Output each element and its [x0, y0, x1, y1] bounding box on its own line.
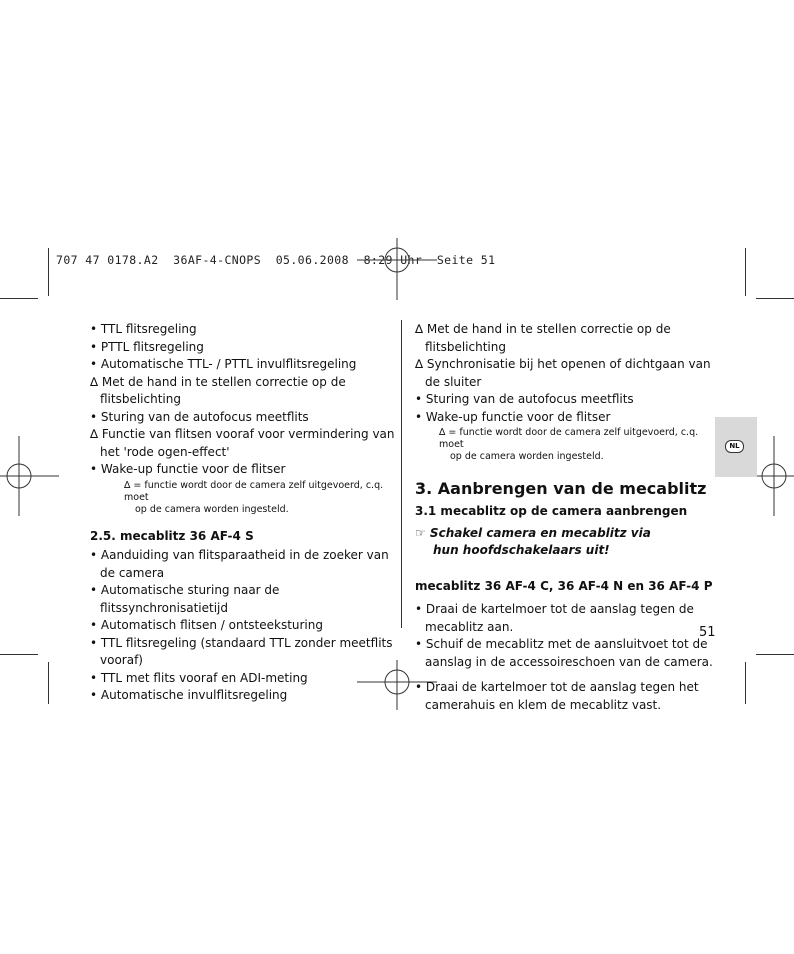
footnote: ∆ = functie wordt door de camera zelf uitgevoerd, c.q. moet op de camera worden ingesteld. [124, 479, 384, 515]
list-item: ∆ Met de hand in te stellen correctie op de flitsbelichting [415, 322, 671, 354]
list-item: • Schuif de mecablitz met de aansluitvoet tot de aanslag in de accessoireschoen van de camera. [415, 637, 713, 669]
registration-mark-top [357, 220, 437, 300]
list-item: • Automatische sturing naar de flitssynchronisatietijd [90, 583, 280, 615]
crop-mark [745, 662, 746, 704]
footnote: ∆ = functie wordt door de camera zelf uitgevoerd, c.q. moet op de camera worden ingesteld. [439, 427, 699, 462]
instruction-text: ☞ Schakel camera en mecablitz via hun hoofdschakelaars uit! [415, 525, 651, 557]
list-item: • Draai de kartelmoer tot de aanslag tegen het camerahuis en klem de mecablitz vast. [415, 680, 699, 712]
page-number: 51 [699, 625, 716, 640]
column-divider [401, 320, 402, 628]
section-title: 2.5. mecablitz 36 AF-4 S [90, 528, 254, 543]
list-item: • Automatische TTL- / PTTL invulflitsregeling [90, 357, 357, 371]
list-item: • TTL flitsregeling (standaard TTL zonder meetflits vooraf) [90, 635, 393, 667]
crop-mark [756, 298, 794, 299]
crop-mark [48, 662, 49, 704]
list-item: • Wake-up functie voor de flitser [90, 462, 286, 476]
list-item: • TTL met flits vooraf en ADI-meting [90, 670, 308, 685]
list-item: • TTL flitsregeling [90, 322, 197, 336]
left-column [90, 321, 395, 705]
crop-mark [48, 248, 49, 296]
sub-title: 3.1 mecablitz op de camera aanbrengen [415, 504, 688, 518]
list-item: ∆ Met de hand in te stellen correctie op de flitsbelichting [90, 374, 346, 406]
list-item: • Draai de kartelmoer tot de aanslag tegen de mecablitz aan. [415, 602, 694, 634]
list-item: • Automatische invulflitsregeling [90, 688, 288, 702]
crop-mark [0, 654, 38, 655]
chapter-title: 3. Aanbrengen van de mecablitz [415, 479, 707, 498]
crop-mark [756, 654, 794, 655]
list-item: • PTTL flitsregeling [90, 339, 204, 354]
language-badge: NL [725, 440, 744, 453]
list-item: • Sturing van de autofocus meetflits [415, 392, 634, 406]
crop-mark [745, 248, 746, 296]
list-item: • Automatisch flitsen / ontsteeksturing [90, 618, 323, 632]
print-header: 707 47 0178.A2 36AF-4-CNOPS 05.06.2008 8:29 Uhr Seite 51 [56, 253, 496, 267]
model-title: mecablitz 36 AF-4 C, 36 AF-4 N en 36 AF-4 P [415, 578, 713, 593]
right-column [415, 321, 715, 714]
registration-mark-left [0, 436, 59, 516]
crop-mark [0, 298, 38, 299]
list-item: ∆ Functie van flitsen vooraf voor vermindering van het 'rode ogen-effect' [90, 427, 395, 459]
list-item: • Wake-up functie voor de flitser [415, 409, 611, 424]
list-item: • Aanduiding van flitsparaatheid in de zoeker van de camera [90, 548, 389, 580]
language-tab [715, 417, 757, 477]
list-item: • Sturing van de autofocus meetflits [90, 409, 309, 424]
list-item: ∆ Synchronisatie bij het openen of dichtgaan van de sluiter [415, 357, 711, 389]
